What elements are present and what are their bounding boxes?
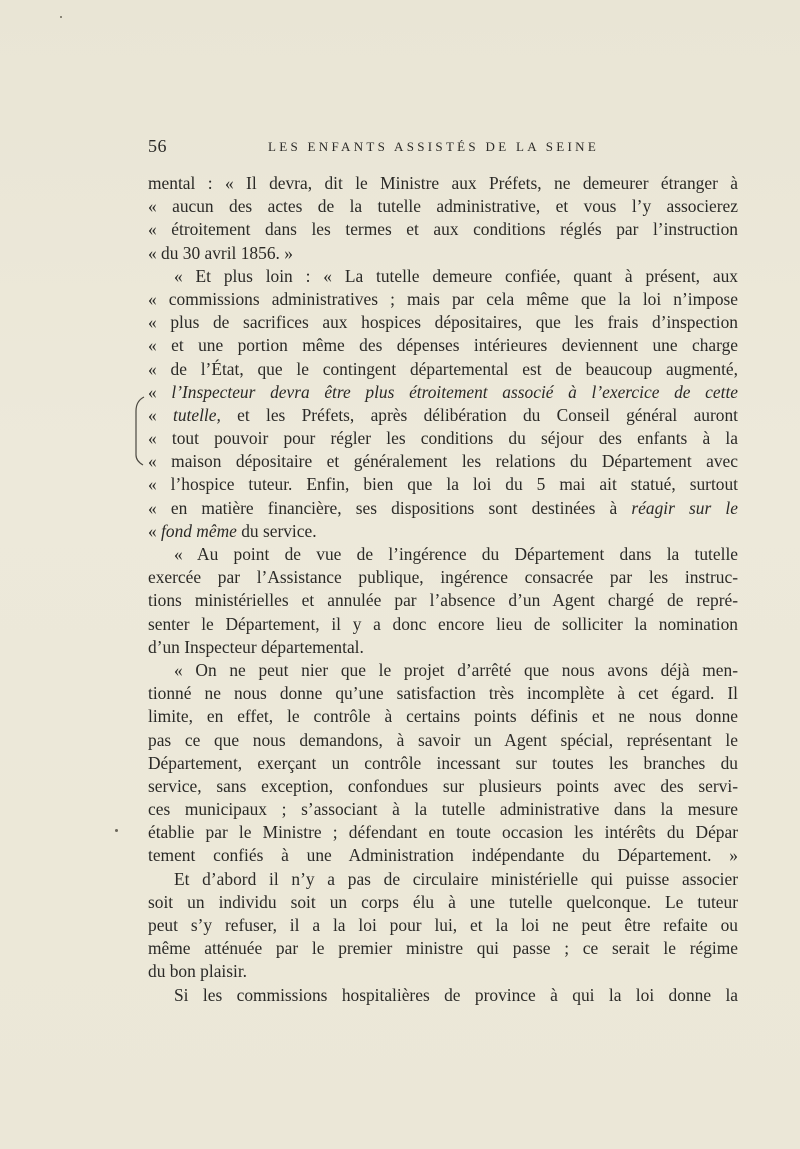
- text-line: soit un individu soit un corps élu à une tutelle quelconque. Le tuteur: [148, 891, 738, 912]
- text-line: « et une portion même des dépenses intérieures deviennent une charge: [148, 335, 738, 356]
- text-line: tement confiés à une Administration indépendante du Département. »: [148, 845, 738, 866]
- text-line: ces municipaux ; s’associant à la tutelle administrative dans la mesure: [148, 799, 738, 820]
- paper-speck: [115, 829, 118, 832]
- text-line: tions ministérielles et annulée par l’absence d’un Agent chargé de repré-: [148, 590, 738, 611]
- italic-segment: l’Inspecteur devra être plus étroitement associé à l’exercice de cette: [171, 381, 738, 402]
- text-line: « Et plus loin : « La tutelle demeure confiée, quant à présent, aux: [174, 265, 738, 286]
- text-line: « commissions administratives ; mais par cela même que la loi n’impose: [148, 288, 738, 309]
- text-line: tionné ne nous donne qu’une satisfaction très incomplète à cet égard. Il: [148, 683, 738, 704]
- text-line: Si les commissions hospitalières de province à qui la loi donne la: [174, 984, 738, 1005]
- text-line: mental : « Il devra, dit le Ministre aux Préfets, ne demeurer étranger à: [148, 173, 738, 193]
- text-line: « plus de sacrifices aux hospices dépositaires, que les frais d’inspection: [148, 312, 738, 333]
- text-line: d’un Inspecteur départemental.: [148, 636, 364, 657]
- italic-segment: fond même: [161, 520, 237, 541]
- italic-segment: tutelle,: [173, 404, 221, 425]
- text-line: « l’hospice tuteur. Enfin, bien que la loi du 5 mai ait statué, surtout: [148, 474, 738, 495]
- text-line: du bon plaisir.: [148, 961, 248, 982]
- text-segment: du service.: [236, 520, 317, 541]
- text-line: « tout pouvoir pour régler les conditions du séjour des enfants à la: [148, 428, 738, 449]
- text-line: « Au point de vue de l’ingérence du Département dans la tutelle: [174, 544, 738, 564]
- page-header: [148, 136, 738, 160]
- italic-segment: réagir sur le: [631, 497, 738, 518]
- text-line: senter le Département, il y a donc encore lieu de solliciter la nomination: [148, 613, 738, 634]
- text-line: service, sans exception, confondues sur plusieurs points avec des servi-: [148, 775, 738, 796]
- page-number: 56: [148, 136, 167, 156]
- text-segment: «: [148, 404, 174, 425]
- text-line: « aucun des actes de la tutelle administrative, et vous l’y associerez: [148, 196, 738, 217]
- text-line: « de l’État, que le contingent départemental est de beaucoup augmenté,: [148, 358, 738, 379]
- text-line: pas ce que nous demandons, à savoir un Agent spécial, représentant le: [148, 729, 738, 750]
- text-line: [148, 520, 738, 543]
- text-line: même atténuée par le premier ministre qui passe ; ce serait le régime: [148, 938, 738, 959]
- text-line: « On ne peut nier que le projet d’arrêté que nous avons déjà men-: [174, 659, 738, 680]
- text-line: peut s’y refuser, il a la loi pour lui, et la loi ne peut être refaite ou: [148, 915, 738, 935]
- text-line: [148, 381, 738, 404]
- text-segment: et les Préfets, après délibération du Conseil général auront: [220, 404, 738, 425]
- text-line: Et d’abord il n’y a pas de circulaire ministérielle qui puisse associer: [174, 868, 738, 889]
- text-line: limite, en effet, le contrôle à certains points définis et ne nous donne: [148, 706, 738, 727]
- text-line: exercée par l’Assistance publique, ingérence consacrée par les instruc-: [148, 567, 738, 588]
- text-line: [148, 497, 738, 520]
- body-text: [148, 172, 738, 1007]
- text-segment: «: [148, 381, 172, 402]
- text-segment: « en matière financière, ses dispositions sont destinées à: [148, 497, 632, 518]
- text-line: « maison dépositaire et généralement les relations du Département avec: [148, 451, 738, 472]
- text-segment: «: [148, 520, 162, 541]
- margin-bracket-mark: [134, 395, 146, 467]
- text-line: [148, 404, 738, 427]
- text-line: établie par le Ministre ; défendant en toute occasion les intérêts du Dépar: [148, 822, 738, 843]
- text-line: « étroitement dans les termes et aux conditions réglés par l’instruction: [148, 219, 738, 240]
- text-line: Département, exerçant un contrôle incessant sur toutes les branches du: [148, 752, 738, 773]
- running-title: LES ENFANTS ASSISTÉS DE LA SEINE: [268, 139, 600, 154]
- text-line: « du 30 avril 1856. »: [148, 242, 293, 263]
- paper-speck: [60, 16, 62, 18]
